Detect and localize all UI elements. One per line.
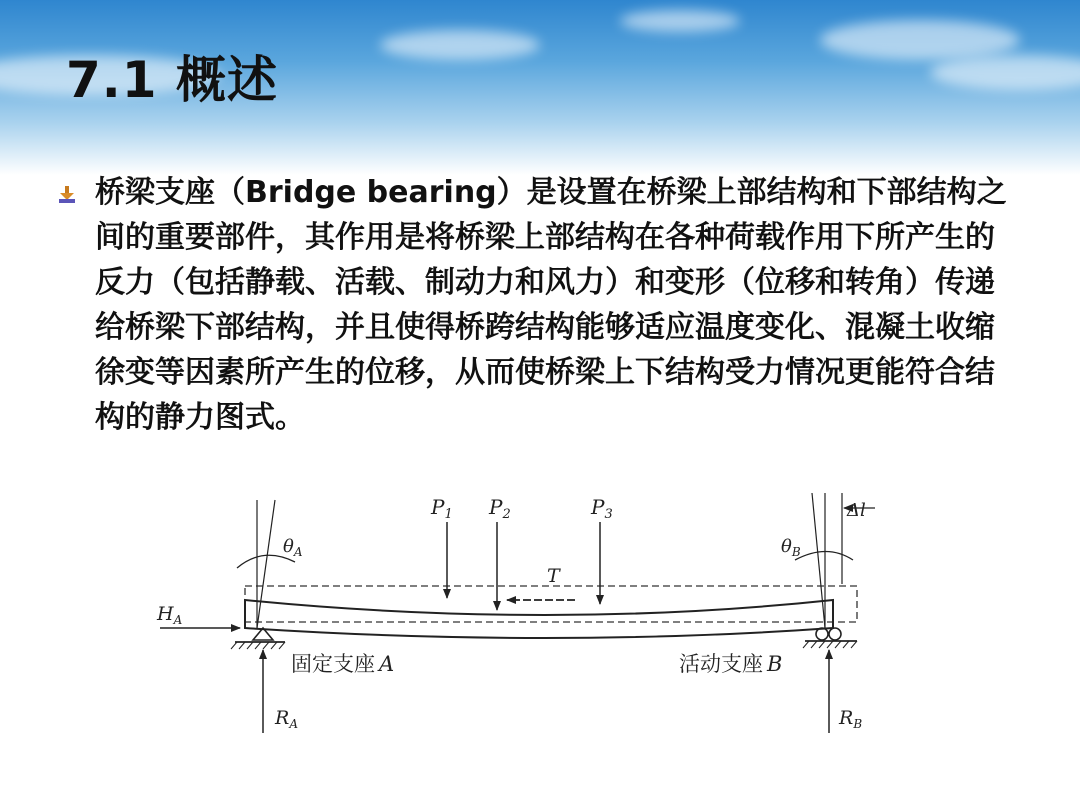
bridge-bearing-diagram: [145, 488, 875, 738]
deflected-beam: [245, 600, 833, 638]
slide-title: 7.1 概述: [66, 51, 278, 109]
label-p1: $P_1$: [431, 495, 453, 522]
label-theta-b: $\theta_B$: [781, 536, 801, 559]
movable-bearing-roller: [816, 628, 828, 640]
label-r-b: $R_B$: [839, 707, 863, 731]
label-p3: $P_3$: [591, 495, 613, 522]
label-p2: $P_2$: [489, 495, 511, 522]
label-r-a: $R_A$: [275, 707, 298, 731]
label-theta-a: $\theta_A$: [283, 536, 303, 559]
label-delta-l: Δl: [847, 500, 866, 521]
undeformed-beam-outline: [245, 586, 857, 622]
label-movable-bearing: 活动支座 B: [679, 652, 783, 676]
label-h-a: $H_A$: [157, 603, 183, 627]
bullet-paragraph: 桥梁支座（Bridge bearing）是设置在桥梁上部结构和下部结构之间的重要部件，其作用是将桥梁上部结构在各种荷载作用下所产生的反力（包括静载、活载、制动力和风力）和变形（位移和转角）传递给桥梁下部结构，并且使得桥跨结构能够适应温度变化、混凝土收缩徐变等因素所产生的位移，从而使桥梁上下结构受力情况更能符合结构的静力图式。: [95, 175, 1007, 435]
bullet-arrow-icon: [58, 186, 76, 204]
label-t: T: [547, 565, 560, 587]
label-fixed-bearing: 固定支座 A: [291, 652, 395, 676]
